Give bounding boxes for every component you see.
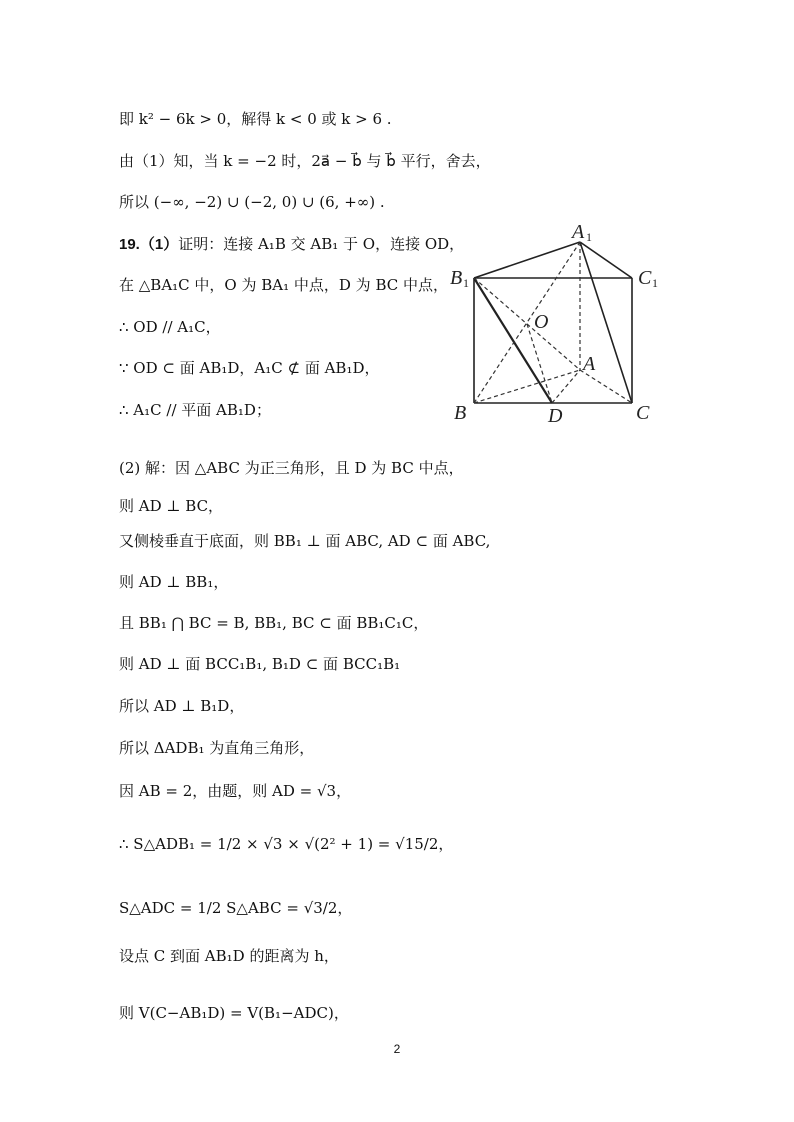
label-a1-sub: 1 — [586, 230, 592, 244]
text-line-2: 由（1）知，当 k = −2 时，2a⃗ − b⃗ 与 b⃗ 平行，舍去， — [119, 152, 491, 170]
label-a1: A — [572, 221, 585, 243]
label-o: O — [534, 311, 549, 333]
page-number: 2 — [393, 1042, 401, 1056]
edge-a1-c — [580, 242, 632, 403]
question-19-line — [119, 233, 464, 254]
edge-d-a — [552, 370, 580, 403]
text-line-16: 所以 ΔADB₁ 为直角三角形， — [119, 739, 315, 757]
proof-intro: 证明：连接 A₁B 交 AB₁ 于 O，连接 OD， — [178, 235, 465, 253]
text-line-20: 设点 C 到面 AB₁D 的距离为 h， — [119, 947, 339, 965]
edge-a1-c1 — [580, 242, 632, 278]
text-line-12: 则 AD ⊥ BB₁， — [119, 573, 229, 591]
text-line-6: ∴ OD // A₁C， — [119, 318, 221, 336]
label-a: A — [583, 353, 596, 375]
edge-b-a1 — [474, 242, 580, 403]
text-line-21: 则 V(C−AB₁D) = V(B₁−ADC)， — [119, 1004, 349, 1022]
text-line-3: 所以 (−∞, −2) ∪ (−2, 0) ∪ (6, +∞) . — [119, 193, 385, 211]
text-line-10: 则 AD ⊥ BC， — [119, 497, 224, 515]
label-c: C — [636, 402, 650, 424]
question-number: 19.（1） — [119, 236, 179, 253]
edge-o-d — [527, 324, 552, 403]
text-line-11: 又侧棱垂直于底面，则 BB₁ ⊥ 面 ABC, AD ⊂ 面 ABC, — [119, 532, 491, 550]
label-d: D — [548, 405, 563, 427]
label-c1: C — [638, 267, 652, 289]
text-line-1: 即 k² − 6k > 0，解得 k < 0 或 k > 6 . — [119, 110, 392, 128]
text-line-17: 因 AB = 2，由题，则 AD = √3， — [119, 782, 352, 800]
text-line-8: ∴ A₁C // 平面 AB₁D； — [119, 401, 271, 419]
prism-figure — [442, 220, 670, 430]
edge-b1-a1 — [474, 242, 580, 278]
text-line-14: 则 AD ⊥ 面 BCC₁B₁, B₁D ⊂ 面 BCC₁B₁ — [119, 655, 401, 673]
text-line-13: 且 BB₁ ⋂ BC = B, BB₁, BC ⊂ 面 BB₁C₁C， — [119, 614, 429, 632]
edge-b-a — [474, 370, 580, 403]
text-line-7: ∵ OD ⊂ 面 AB₁D，A₁C ⊄ 面 AB₁D， — [119, 359, 380, 377]
label-b1-sub: 1 — [463, 276, 469, 290]
text-line-18: ∴ S△ADB₁ = 1/2 × √3 × √(2² + 1) = √15/2， — [119, 835, 454, 853]
text-line-19: S△ADC = 1/2 S△ABC = √3/2， — [119, 899, 353, 917]
text-line-5: 在 △BA₁C 中，O 为 BA₁ 中点，D 为 BC 中点， — [119, 276, 448, 294]
text-line-9: (2) 解：因 △ABC 为正三角形，且 D 为 BC 中点， — [119, 459, 464, 477]
label-b: B — [454, 402, 467, 424]
label-b1: B — [450, 267, 463, 289]
text-line-15: 所以 AD ⊥ B₁D， — [119, 697, 245, 715]
label-c1-sub: 1 — [652, 276, 658, 290]
